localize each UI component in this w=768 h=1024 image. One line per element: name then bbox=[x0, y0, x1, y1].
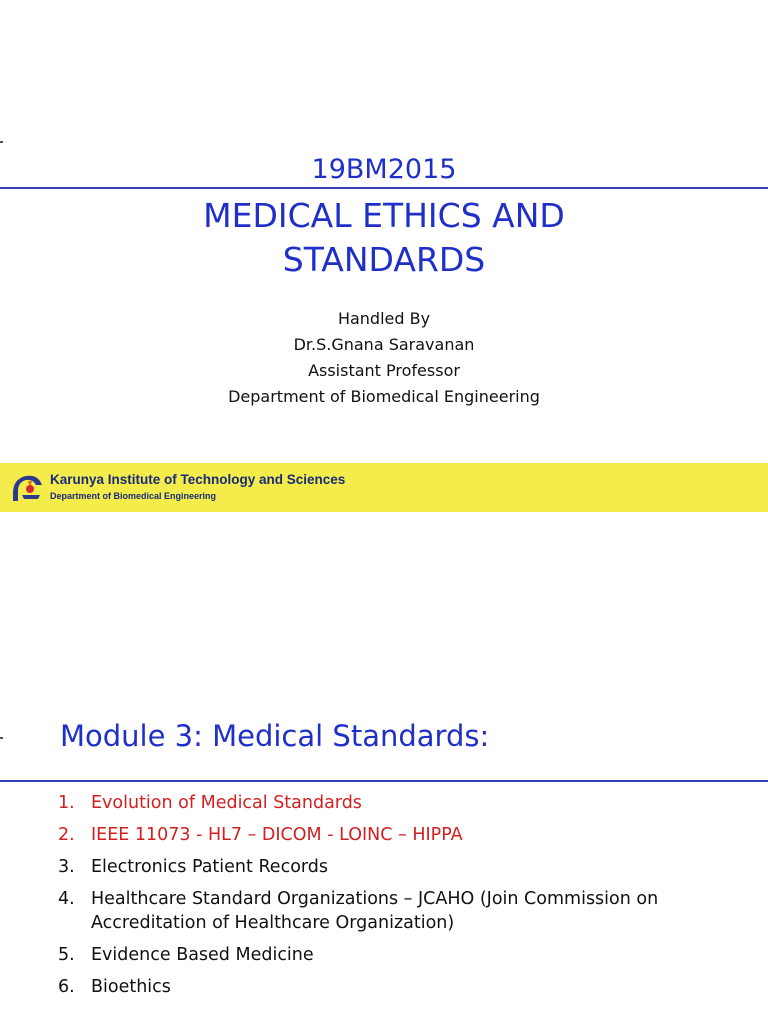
institute-logo-icon bbox=[10, 471, 46, 505]
topic-item bbox=[58, 943, 738, 967]
topic-text: IEEE 11073 - HL7 – DICOM - LOINC – HIPPA bbox=[91, 825, 463, 845]
handler-info bbox=[0, 306, 768, 410]
topic-number: 2. bbox=[58, 825, 75, 845]
course-title-line-1: MEDICAL ETHICS AND bbox=[203, 196, 565, 235]
institute-banner bbox=[0, 463, 768, 512]
topic-number: 1. bbox=[58, 793, 75, 813]
course-title-line-2: STANDARDS bbox=[282, 240, 486, 279]
instructor-name: Dr.S.Gnana Saravanan bbox=[293, 335, 475, 354]
institute-name: Karunya Institute of Technology and Sciences bbox=[50, 472, 346, 487]
topic-list bbox=[58, 791, 738, 1007]
topic-text: Evidence Based Medicine bbox=[91, 945, 314, 965]
institute-department: Department of Biomedical Engineering bbox=[50, 491, 217, 501]
topic-number: 5. bbox=[58, 945, 75, 965]
module-divider bbox=[0, 780, 768, 782]
instructor-designation: Assistant Professor bbox=[308, 361, 460, 380]
topic-text: Evolution of Medical Standards bbox=[91, 793, 362, 813]
topic-item bbox=[58, 855, 738, 879]
module-slide bbox=[0, 512, 768, 1024]
topic-number: 3. bbox=[58, 857, 75, 877]
topic-item bbox=[58, 791, 738, 815]
module-title: Module 3: Medical Standards: bbox=[60, 719, 490, 753]
topic-number: 4. bbox=[58, 889, 75, 909]
course-code: 19BM2015 bbox=[311, 154, 457, 185]
course-title bbox=[0, 194, 768, 282]
handled-by-label: Handled By bbox=[337, 309, 431, 328]
title-divider bbox=[0, 187, 768, 189]
topic-text: Healthcare Standard Organizations – JCAHO (Join Commission on Accreditation of Healthcare Organization) bbox=[91, 889, 659, 933]
topic-text: Bioethics bbox=[91, 977, 171, 997]
topic-item bbox=[58, 887, 738, 935]
topic-item bbox=[58, 975, 738, 999]
instructor-department: Department of Biomedical Engineering bbox=[228, 387, 540, 406]
edge-mark bbox=[0, 737, 3, 739]
topic-text: Electronics Patient Records bbox=[91, 857, 329, 877]
edge-mark bbox=[0, 141, 3, 143]
topic-item bbox=[58, 823, 738, 847]
topic-number: 6. bbox=[58, 977, 75, 997]
